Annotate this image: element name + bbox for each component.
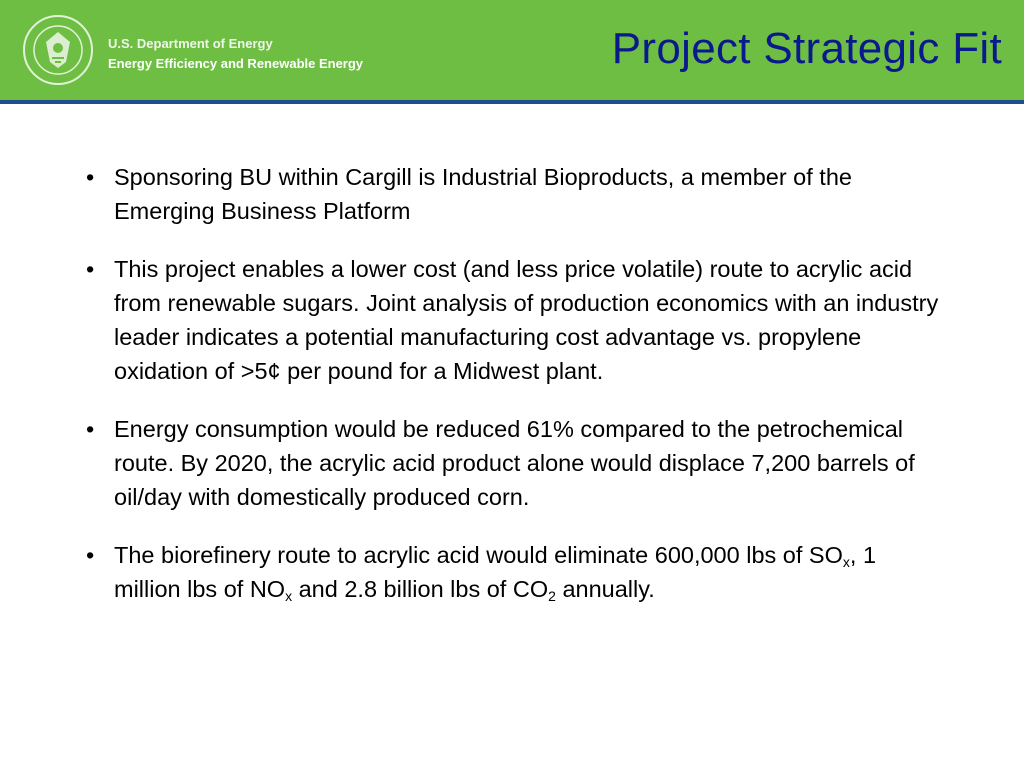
organization-name <box>108 34 363 74</box>
slide-title: Project Strategic Fit <box>611 24 1002 73</box>
doe-seal-icon <box>22 14 94 86</box>
subscript: x <box>842 554 850 570</box>
bullet-text-part: annually. <box>555 576 655 602</box>
subscript: x <box>285 588 293 604</box>
org-line-2: Energy Efficiency and Renewable Energy <box>108 56 364 71</box>
bullet-text-part: The biorefinery route to acrylic acid would eliminate 600,000 lbs of SO <box>114 542 843 568</box>
bullet-list <box>86 160 946 630</box>
bullet-text: Sponsoring BU within Cargill is Industrial Bioproducts, a member of the Emerging Business Platform <box>114 164 852 224</box>
bullet-glyph: • <box>86 542 95 568</box>
bullet-text-part: and 2.8 billion lbs of CO <box>292 576 549 602</box>
bullet-text <box>114 542 876 602</box>
bullet-item <box>86 160 946 228</box>
bullet-item <box>86 412 946 514</box>
bullet-text: Energy consumption would be reduced 61% compared to the petrochemical route. By 2020, the acrylic acid product alone would displace 7,200 barrels of oil/day with domestically produced corn. <box>114 416 915 510</box>
subscript: 2 <box>548 588 556 604</box>
bullet-item <box>86 538 946 606</box>
bullet-glyph: • <box>86 416 95 442</box>
bullet-text-part: , 1 million lbs of NO <box>114 542 877 602</box>
org-line-1: U.S. Department of Energy <box>108 36 273 51</box>
bullet-item <box>86 252 946 388</box>
bullet-glyph: • <box>86 164 95 190</box>
bullet-glyph: • <box>86 256 95 282</box>
slide-header <box>0 0 1024 100</box>
header-divider <box>0 100 1024 104</box>
bullet-text: This project enables a lower cost (and less price volatile) route to acrylic acid from renewable sugars. Joint analysis of production economics with an industry leader indicates a potential manufacturing cost advantage vs. propylene oxidation of >5¢ per pound for a Midwest plant. <box>114 256 939 384</box>
